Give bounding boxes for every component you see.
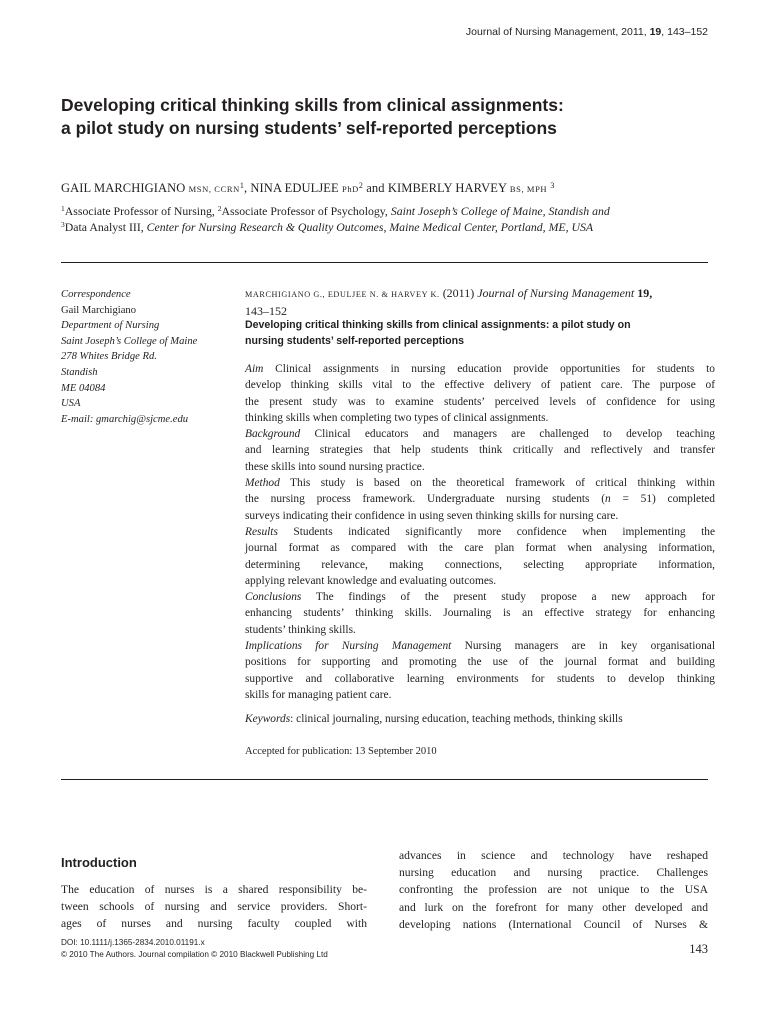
abstract-text: Clinical assignments in nursing education provide opportunities for students to	[263, 363, 715, 375]
keywords	[245, 713, 623, 725]
abstract-line: surveys indicating their confidence in using seven thinking skills for nursing care.	[245, 509, 619, 522]
citation-article-title	[245, 317, 715, 349]
author-degree: PhD	[342, 184, 359, 194]
affiliation-text: Associate Professor of Psychology,	[221, 204, 391, 218]
abstract-text: Nursing managers are in key organisational	[451, 640, 716, 653]
abstract-text: = 51) completed	[610, 493, 715, 506]
correspondence-name: Gail Marchigiano	[61, 304, 137, 316]
affiliation-institution: Center for Nursing Research & Quality Outcomes, Maine Medical Center, Portland, ME, USA	[146, 219, 594, 234]
page-footer	[61, 937, 328, 960]
body-line: tween schools of nursing and service providers. Short-	[61, 900, 367, 914]
abstract-background-label: Background	[245, 428, 301, 441]
abstract-line: applying relevant knowledge and evaluating outcomes.	[245, 574, 497, 587]
body-column-left	[61, 881, 367, 933]
keywords-text: : clinical journaling, nursing education, teaching methods, thinking skills	[290, 713, 623, 725]
affiliation-mark: 2	[217, 204, 222, 213]
body-line: advances in science and technology have reshaped	[399, 849, 708, 862]
top-divider	[61, 262, 708, 263]
author-affiliation-mark: 2	[358, 181, 364, 190]
journal-header-volume: 19	[649, 26, 662, 38]
abstract-sample-symbol: n	[605, 493, 611, 506]
abstract-line: the present study was to examine students’ perceived levels of confidence for using	[245, 395, 715, 408]
abstract-line: skills for managing patient care.	[245, 688, 392, 701]
abstract-text: Students indicated significantly more confidence when implementing the	[277, 525, 715, 538]
abstract-line	[245, 491, 715, 507]
affiliation-line-2	[61, 220, 610, 236]
author-separator: ,	[243, 181, 251, 195]
correspondence-department: Department of Nursing	[61, 320, 160, 332]
citation-authors: MARCHIGIANO G., EDULJEE N. & HARVEY K.	[245, 290, 440, 299]
abstract-conclusions-label: Conclusions	[245, 591, 302, 604]
author-degree: MSN, CCRN	[188, 184, 240, 194]
citation-title-line-1: Developing critical thinking skills from clinical assignments: a pilot study on	[245, 319, 631, 331]
bottom-divider	[61, 779, 708, 780]
author-name: GAIL MARCHIGIANO	[61, 181, 186, 195]
citation-volume: 19,	[634, 286, 653, 300]
abstract-line: thinking skills when completing two types of clinical assignments.	[245, 411, 549, 424]
abstract-implications-label: Implications for Nursing Management	[245, 640, 452, 653]
author-list	[61, 181, 555, 196]
abstract-line	[245, 589, 715, 605]
citation-journal: Journal of Nursing Management	[477, 286, 635, 300]
abstract-line: journal format as compared with the care plan format when analysing information,	[245, 542, 715, 555]
body-line: and lurk on the forefront for many other developed and	[399, 900, 708, 914]
abstract	[245, 361, 715, 703]
body-line: nursing education and nursing practice. Challenges	[399, 866, 708, 880]
author-name: KIMBERLY HARVEY	[387, 181, 507, 195]
author-name: NINA EDULJEE	[250, 181, 339, 195]
article-title-line-1: Developing critical thinking skills from clinical assignments:	[61, 95, 564, 115]
correspondence-block	[61, 287, 197, 427]
journal-header-pages: , 143–152	[661, 26, 708, 38]
correspondence-zip: ME 04084	[61, 382, 106, 394]
body-line: confronting the profession are not unique to the USA	[399, 883, 708, 897]
body-line: developing nations (International Council of Nurses &	[399, 917, 708, 931]
abstract-line: develop thinking skills vital to the effective delivery of patient care. The purpose of	[245, 379, 715, 392]
journal-header-name: Journal of Nursing Management, 2011,	[465, 26, 650, 38]
affiliation-institution: Saint Joseph’s College of Maine, Standish and	[390, 204, 610, 218]
abstract-text: This study is based on the theoretical framework of critical thinking within	[279, 477, 715, 490]
accepted-date: Accepted for publication: 13 September 2010	[245, 746, 437, 757]
abstract-line: students’ thinking skills.	[245, 623, 356, 636]
affiliation-text: Data Analyst III,	[64, 219, 147, 234]
author-affiliation-mark: 3	[550, 181, 555, 190]
body-line: ages of nurses and nursing faculty coupled with	[61, 917, 367, 931]
author-degree: BS, MPH	[509, 184, 548, 194]
correspondence-street: 278 Whites Bridge Rd.	[61, 351, 157, 363]
affiliations	[61, 204, 610, 235]
affiliation-mark: 1	[61, 204, 65, 213]
article-title	[61, 94, 721, 140]
abstract-text: Clinical educators and managers are challenged to develop teaching	[300, 428, 715, 441]
abstract-line: these skills into sound nursing practice.	[245, 460, 425, 473]
abstract-line: positions for supporting and promoting the use of the journal format and building	[245, 656, 715, 669]
article-title-line-2: a pilot study on nursing students’ self-reported perceptions	[61, 118, 557, 138]
citation-year: (2011)	[439, 286, 478, 300]
citation-block	[245, 285, 710, 319]
abstract-line	[245, 638, 715, 654]
doi-text: DOI: 10.1111/j.1365-2834.2010.01191.x	[61, 938, 205, 947]
keywords-label: Keywords	[245, 713, 291, 725]
citation-pages: 143–152	[245, 304, 287, 318]
correspondence-label: Correspondence	[61, 289, 131, 300]
abstract-method-label: Method	[245, 477, 280, 490]
correspondence-city: Standish	[61, 366, 98, 378]
abstract-text: the nursing process framework. Undergraduate nursing students (	[245, 493, 606, 506]
affiliation-line-1	[61, 204, 610, 220]
abstract-line: enhancing students’ thinking skills. Journaling is an effective strategy for enhancing	[245, 607, 715, 620]
affiliation-text: Associate Professor of Nursing,	[64, 204, 218, 218]
journal-header	[466, 26, 708, 38]
abstract-line: supportive and collaborative learning environments for students to develop thinking	[245, 672, 715, 685]
abstract-text: The findings of the present study propose a new approach for	[301, 591, 715, 604]
abstract-results-label: Results	[245, 525, 278, 538]
body-column-right	[399, 847, 708, 933]
affiliation-mark: 3	[61, 219, 65, 229]
copyright-text: © 2010 The Authors. Journal compilation © 2010 Blackwell Publishing Ltd	[61, 949, 328, 959]
abstract-line	[245, 426, 715, 442]
abstract-line	[245, 524, 715, 540]
author-separator: and	[363, 181, 388, 195]
body-line: The education of nurses is a shared responsibility be-	[61, 883, 367, 896]
abstract-line: and learning strategies that help students think critically and reflectively and transfer	[245, 444, 715, 457]
abstract-line	[245, 361, 715, 377]
correspondence-college: Saint Joseph’s College of Maine	[61, 335, 198, 347]
correspondence-email: E-mail: gmarchig@sjcme.edu	[61, 413, 189, 425]
abstract-line	[245, 475, 715, 491]
author-affiliation-mark: 1	[239, 181, 244, 190]
abstract-aim-label: Aim	[245, 363, 264, 375]
introduction-heading: Introduction	[61, 855, 137, 870]
abstract-line: determining relevance, making connections, selecting appropriate information,	[245, 558, 715, 571]
correspondence-country: USA	[61, 398, 81, 410]
page-number: 143	[689, 942, 708, 956]
citation-title-line-2: nursing students’ self-reported perceptions	[245, 335, 464, 347]
